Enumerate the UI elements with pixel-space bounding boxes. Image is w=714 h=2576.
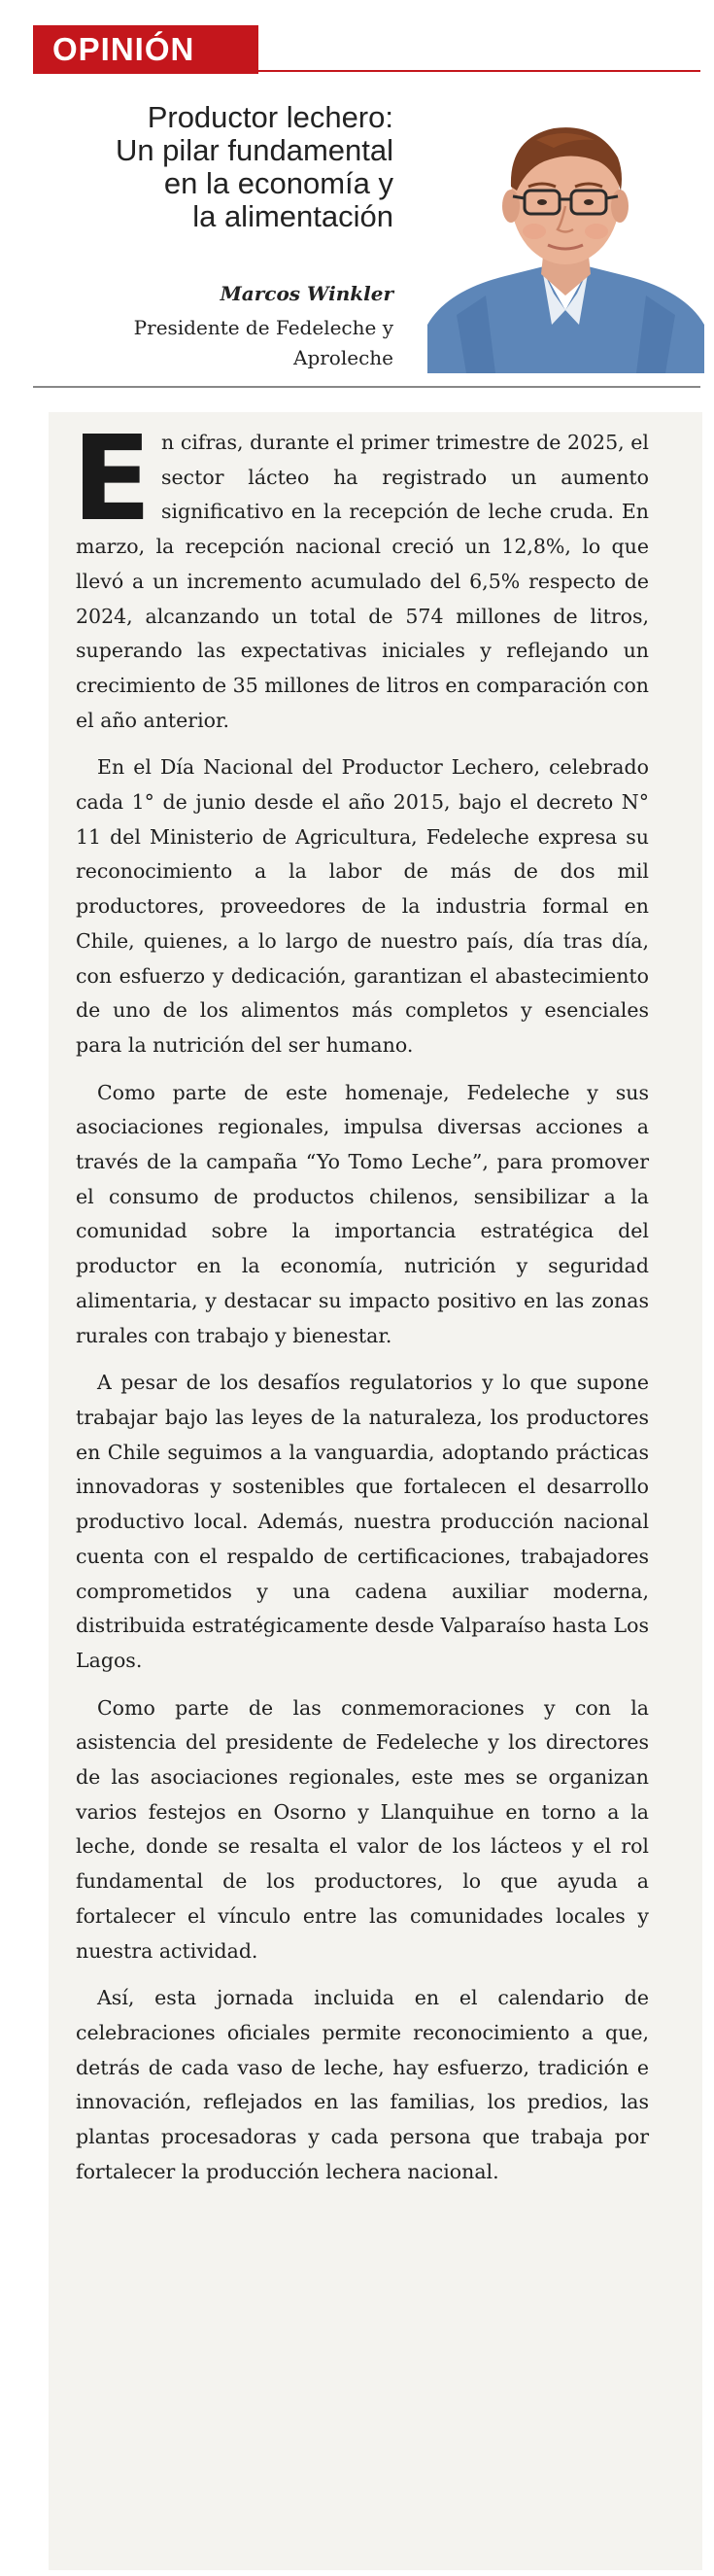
article-paragraph: Como parte de este homenaje, Fedeleche y sus asociaciones regionales, impulsa diversas acciones a través de la campaña “Yo Tomo Leche”, para promover el consumo de productos chilenos, sensibilizar a la comunidad sobre la importancia estratégica del productor en la economía, nutrición y seguridad alimentaria, y destacar su impacto positivo en las zonas rurales con trabajo y bienestar. — [76, 1080, 649, 1347]
section-label: OPINIÓN — [33, 25, 258, 74]
article-paragraph: En el Día Nacional del Productor Lechero, celebrado cada 1° de junio desde el año 2015, bajo el decreto N° 11 del Ministerio de Agricultura, Fedeleche expresa su reconocimiento a la labor de más de dos mil productores, proveedores de la industria formal en Chile, quienes, a lo largo de nuestro país, día tras día, con esfuerzo y dedicación, garantizan el abastecimiento de uno de los alimentos más completos y esenciales para la nutrición del ser humano. — [76, 755, 649, 1057]
drop-cap: E — [72, 412, 152, 547]
author-portrait-image — [427, 101, 704, 373]
author-role-line: Aproleche — [293, 346, 393, 369]
section-divider — [258, 70, 700, 72]
article-paragraph: Como parte de las conmemoraciones y con la asistencia del presidente de Fedeleche y los directores de las asociaciones regionales, este mes se organizan varios festejos en Osorno y Llanquihue en torno a la leche, donde se resalta el valor de los lácteos y el rol fundamental de los productores, lo que ayuda a fortalecer el vínculo entre las comunidades locales y nuestra actividad. — [76, 1695, 649, 1963]
article-paragraph — [72, 412, 649, 738]
article-paragraph: A pesar de los desafíos regulatorios y lo que supone trabajar bajo las leyes de la naturaleza, los productores en Chile seguimos a la vanguardia, adoptando prácticas innovadoras y sostenibles que fortalecen el desarrollo productivo local. Además, nuestra producción nacional cuenta con el respaldo de certificaciones, trabajadores comprometidos y una cadena auxiliar moderna, distribuida estratégicamente desde Valparaíso hasta Los Lagos. — [76, 1371, 649, 1672]
headline-line: en la economía y — [163, 166, 393, 200]
paragraph-text: n cifras, durante el primer trimestre de 2025, el sector lácteo ha registrado un aumento significativo en la recepción de leche cruda. En marzo, la recepción nacional creció un 12,8%, lo que llevó a un incremento acumulado del 6,5% respecto de 2024, alcanzando un total de 574 millones de litros, superando las expectativas iniciales y reflejando un crecimiento de 35 millones de litros en comparación con el año anterior. — [76, 431, 649, 732]
article-paragraph: Así, esta jornada incluida en el calendario de celebraciones oficiales permite reconocimiento a que, detrás de cada vaso de leche, hay esfuerzo, tradición e innovación, reflejados en las familias, los predios, las plantas procesadoras y cada persona que trabaja por fortalecer la producción lechera nacional. — [76, 1986, 649, 2183]
headline — [58, 101, 393, 233]
article-body — [72, 412, 649, 2202]
author-portrait — [427, 101, 704, 373]
headline-line: Productor lechero: — [147, 100, 393, 134]
author-role — [39, 313, 393, 373]
headline-line: la alimentación — [192, 199, 393, 233]
author-role-line: Presidente de Fedeleche y — [133, 316, 393, 339]
header-divider — [33, 386, 700, 388]
headline-line: Un pilar fundamental — [115, 133, 393, 167]
author-name: Marcos Winkler — [220, 282, 393, 305]
